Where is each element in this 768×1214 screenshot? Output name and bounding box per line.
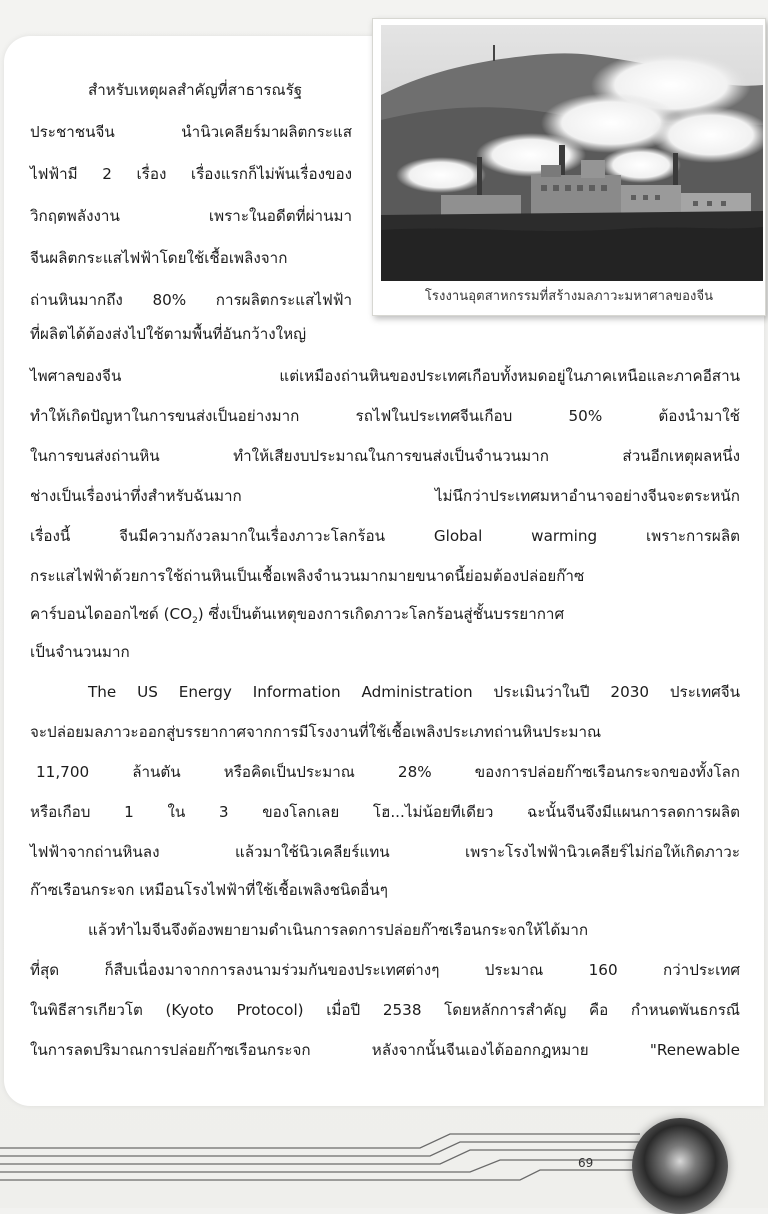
paragraph-line: จะปล่อยมลภาวะออกสู่บรรยากาศจากการมีโรงงานที่ใช้เชื้อเพลิงประเภทถ่านหินประมาณ xyxy=(30,723,602,741)
photo-caption: โรงงานอุตสาหกรรมที่สร้างมลภาวะมหาศาลของจีน xyxy=(424,289,714,304)
paragraph-line: หรือเกือบ 1 ใน 3 ของโลกเลย โฮ...ไม่น้อยทีเดียว ฉะนั้นจีนจึงมีแผนการลดการผลิต xyxy=(30,803,740,821)
paragraph-line: ไฟฟ้ามี 2 เรื่อง เรื่องแรกก็ไม่พ้นเรื่องของ xyxy=(30,165,352,183)
paragraph-line: ประชาชนจีน นำนิวเคลียร์มาผลิตกระแส xyxy=(30,123,352,141)
paragraph-line: ที่สุด ก็สืบเนื่องมาจากการลงนามร่วมกันของประเทศต่างๆ ประมาณ 160 กว่าประเทศ xyxy=(30,961,740,979)
paragraph-line: กระแสไฟฟ้าด้วยการใช้ถ่านหินเป็นเชื้อเพลิงจำนวนมากมายขนาดนี้ย่อมต้องปล่อยก๊าซ xyxy=(30,567,585,585)
co2-subscript: 2 xyxy=(192,616,198,627)
paragraph-line: ไพศาลของจีน แต่เหมืองถ่านหินของประเทศเกือบทั้งหมดอยู่ในภาคเหนือและภาคอีสาน xyxy=(30,367,740,385)
paragraph-line: ช่างเป็นเรื่องน่าทึ่งสำหรับฉันมาก ไม่นึกว่าประเทศมหาอำนาจอย่างจีนจะตระหนัก xyxy=(30,487,740,505)
co2-text-before: คาร์บอนไดออกไซด์ (CO xyxy=(30,605,193,623)
paragraph-line: จีนผลิตกระแสไฟฟ้าโดยใช้เชื้อเพลิงจาก xyxy=(30,249,288,267)
paragraph-line: ในการลดปริมาณการปล่อยก๊าซเรือนกระจก หลังจากนั้นจีนเองได้ออกกฎหมาย "Renewable xyxy=(30,1041,740,1059)
paragraph-line: ถ่านหินมากถึง 80% การผลิตกระแสไฟฟ้า xyxy=(30,291,352,309)
paragraph-line: วิกฤตพลังงาน เพราะในอดีตที่ผ่านมา xyxy=(30,207,352,225)
paragraph-line: ที่ผลิตได้ต้องส่งไปใช้ตามพื้นที่อันกว้างใหญ่ xyxy=(30,325,307,343)
decorative-orb-icon xyxy=(632,1118,728,1214)
paragraph-line: แล้วทำไมจีนจึงต้องพยายามดำเนินการลดการปล่อยก๊าซเรือนกระจกให้ได้มาก xyxy=(88,921,589,939)
paragraph-line: The US Energy Information Administration ประเมินว่าในปี 2030 ประเทศจีน xyxy=(88,683,740,701)
paragraph-line: ทำให้เกิดปัญหาในการขนส่งเป็นอย่างมาก รถไฟในประเทศจีนเกือบ 50% ต้องนำมาใช้ xyxy=(30,407,740,425)
paragraph-line: สำหรับเหตุผลสำคัญที่สาธารณรัฐ xyxy=(88,81,303,99)
page-number: 69 xyxy=(578,1156,594,1170)
paragraph-line: ในการขนส่งถ่านหิน ทำให้เสียงบประมาณในการขนส่งเป็นจำนวนมาก ส่วนอีกเหตุผลหนึ่ง xyxy=(30,447,740,465)
paragraph-line: ในพิธีสารเกียวโต (Kyoto Protocol) เมื่อปี 2538 โดยหลักการสำคัญ คือ กำหนดพันธกรณี xyxy=(30,1001,740,1019)
photo-frame xyxy=(372,18,766,316)
co2-text-after: ) ซึ่งเป็นต้นเหตุของการเกิดภาวะโลกร้อนสู่ชั้นบรรยากาศ xyxy=(197,605,565,623)
paragraph-line: เรื่องนี้ จีนมีความกังวลมากในเรื่องภาวะโลกร้อน Global warming เพราะการผลิต xyxy=(30,527,740,545)
paragraph-line: เป็นจำนวนมาก xyxy=(30,643,130,661)
paragraph-line: 11,700 ล้านตัน หรือคิดเป็นประมาณ 28% ของการปล่อยก๊าซเรือนกระจกของทั้งโลก xyxy=(36,763,740,781)
paragraph-line: ก๊าซเรือนกระจก เหมือนโรงไฟฟ้าที่ใช้เชื้อเพลิงชนิดอื่นๆ xyxy=(30,881,388,899)
factory-photo xyxy=(381,25,763,281)
factory-illustration xyxy=(381,25,763,281)
paragraph-line: ไฟฟ้าจากถ่านหินลง แล้วมาใช้นิวเคลียร์แทน เพราะโรงไฟฟ้านิวเคลียร์ไม่ก่อให้เกิดภาวะ xyxy=(30,843,740,861)
paragraph-line-co2 xyxy=(30,602,564,626)
